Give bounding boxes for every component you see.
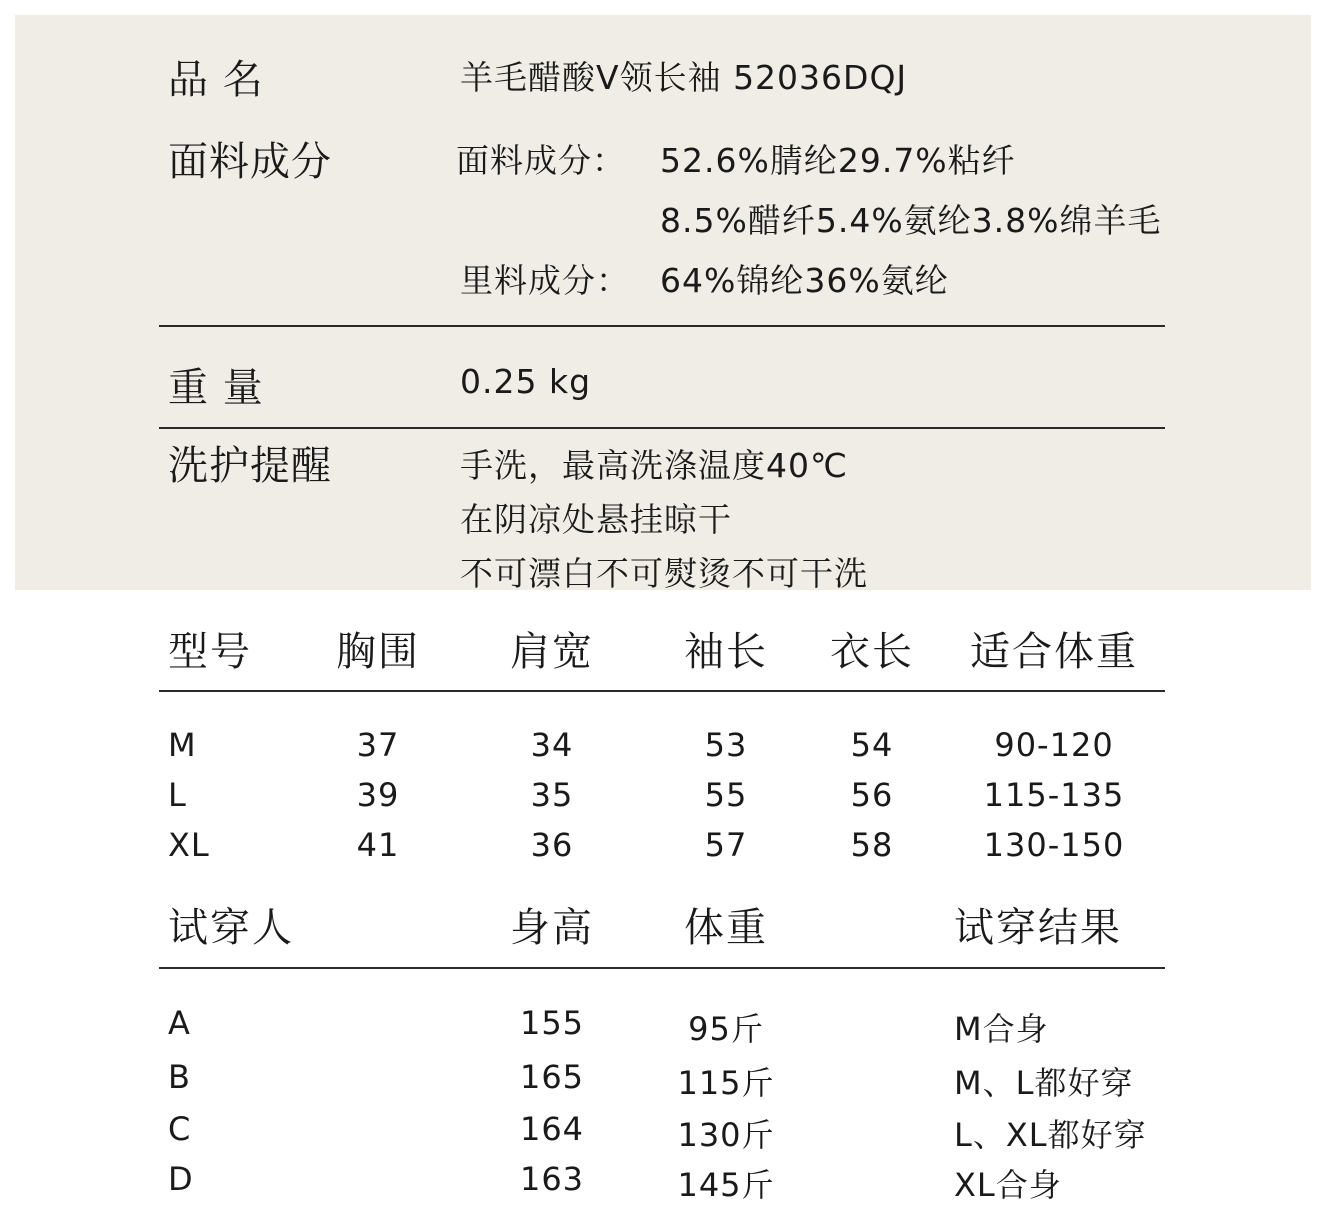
size-header-model: 型号 xyxy=(168,629,252,675)
size-cell: 41 xyxy=(356,826,400,864)
product-name-value: 羊毛醋酸V领长袖 52036DQJ xyxy=(460,58,908,97)
fit-cell: D xyxy=(168,1160,194,1198)
fit-cell: 165 xyxy=(519,1058,585,1096)
product-name-label: 品 名 xyxy=(168,57,264,103)
size-cell: M xyxy=(168,726,197,764)
care-line: 在阴凉处悬挂晾干 xyxy=(460,500,732,539)
size-cell: 115-135 xyxy=(983,776,1125,814)
fabric-line-2: 8.5%醋纤5.4%氨纶3.8%绵羊毛 xyxy=(660,201,1162,240)
fit-cell: L、XL都好穿 xyxy=(954,1116,1147,1154)
fit-cell: B xyxy=(168,1058,191,1096)
fit-cell: M、L都好穿 xyxy=(954,1064,1134,1102)
size-cell: 130-150 xyxy=(983,826,1125,864)
size-header-chest: 胸围 xyxy=(336,629,420,675)
fit-cell: 163 xyxy=(519,1160,585,1198)
fit-cell: A xyxy=(168,1004,191,1042)
divider xyxy=(159,325,1165,327)
fit-cell: 115斤 xyxy=(677,1064,775,1102)
care-label: 洗护提醒 xyxy=(168,443,332,489)
size-cell: 90-120 xyxy=(994,726,1114,764)
size-cell: 55 xyxy=(704,776,748,814)
size-cell: 56 xyxy=(850,776,894,814)
divider xyxy=(159,427,1165,429)
size-header-length: 衣长 xyxy=(830,629,914,675)
fit-cell: 155 xyxy=(519,1004,585,1042)
fit-cell: 130斤 xyxy=(677,1116,775,1154)
weight-value: 0.25 kg xyxy=(460,362,592,401)
size-header-sleeve: 袖长 xyxy=(684,629,768,675)
fabric-line-1: 52.6%腈纶29.7%粘纤 xyxy=(660,141,1016,180)
size-cell: 57 xyxy=(704,826,748,864)
fit-cell: C xyxy=(168,1110,192,1148)
fit-header-result: 试穿结果 xyxy=(954,905,1122,951)
care-line: 不可漂白不可熨烫不可干洗 xyxy=(460,554,868,593)
divider xyxy=(159,967,1165,969)
fit-cell: M合身 xyxy=(954,1010,1049,1048)
fit-cell: 95斤 xyxy=(688,1010,764,1048)
fit-header-weight: 体重 xyxy=(684,905,768,951)
size-cell: 53 xyxy=(704,726,748,764)
weight-label: 重 量 xyxy=(168,365,264,411)
divider xyxy=(159,690,1165,692)
size-cell: 54 xyxy=(850,726,894,764)
size-cell: 36 xyxy=(530,826,574,864)
fit-cell: 164 xyxy=(519,1110,585,1148)
size-cell: L xyxy=(168,776,187,814)
fabric-prefix: 面料成分： xyxy=(456,141,626,180)
size-header-weight-range: 适合体重 xyxy=(970,629,1138,675)
lining-prefix: 里料成分： xyxy=(460,261,630,300)
fit-cell: 145斤 xyxy=(677,1166,775,1204)
size-cell: 58 xyxy=(850,826,894,864)
size-header-shoulder: 肩宽 xyxy=(510,629,594,675)
size-cell: 34 xyxy=(530,726,574,764)
size-cell: 35 xyxy=(530,776,574,814)
size-cell: XL xyxy=(168,826,210,864)
fit-header-person: 试穿人 xyxy=(168,905,294,951)
size-cell: 39 xyxy=(356,776,400,814)
fit-cell: XL合身 xyxy=(954,1166,1062,1204)
size-cell: 37 xyxy=(356,726,400,764)
fit-header-height: 身高 xyxy=(510,905,594,951)
lining-value: 64%锦纶36%氨纶 xyxy=(660,261,949,300)
fabric-label: 面料成分 xyxy=(168,139,332,185)
care-line: 手洗，最高洗涤温度40℃ xyxy=(460,446,849,485)
